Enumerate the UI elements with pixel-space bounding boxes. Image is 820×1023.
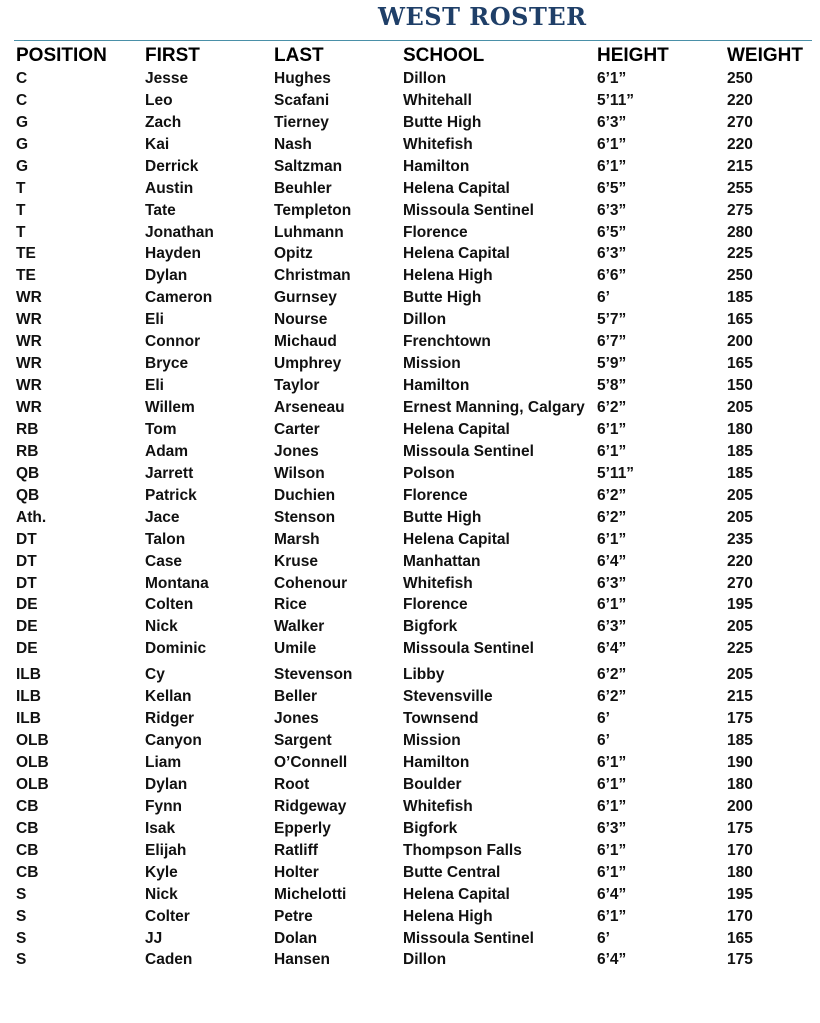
table-row (16, 441, 807, 463)
cell-position: G (16, 135, 29, 153)
cell-last: Walker (274, 618, 325, 636)
cell-last: Petre (274, 907, 313, 925)
cell-position: WR (16, 311, 42, 329)
cell-last: Michaud (274, 333, 337, 351)
cell-last: Nourse (274, 311, 328, 329)
cell-school: Helena Capital (403, 179, 510, 197)
table-row (16, 906, 807, 928)
column-header-height: HEIGHT (597, 45, 669, 66)
roster-table (16, 44, 807, 971)
cell-weight: 180 (727, 775, 753, 793)
cell-weight: 275 (727, 201, 753, 219)
cell-school: Missoula Sentinel (403, 201, 534, 219)
header-row (16, 44, 807, 68)
cell-weight: 215 (727, 157, 753, 175)
cell-school: Libby (403, 666, 445, 684)
cell-weight: 170 (727, 907, 753, 925)
cell-first: Canyon (145, 732, 202, 750)
cell-first: Dylan (145, 267, 188, 285)
cell-height: 6’ (597, 732, 610, 750)
cell-last: Umile (274, 640, 317, 658)
cell-position: G (16, 157, 29, 175)
cell-school: Manhattan (403, 552, 481, 570)
column-header-last: LAST (274, 45, 324, 66)
cell-first: Dylan (145, 775, 188, 793)
cell-school: Dillon (403, 951, 447, 969)
cell-position: OLB (16, 754, 49, 772)
table-row (16, 397, 807, 419)
cell-school: Whitehall (403, 91, 472, 109)
table-row (16, 774, 807, 796)
cell-first: Jace (145, 508, 180, 526)
cell-height: 6’5” (597, 179, 627, 197)
cell-school: Dillon (403, 69, 447, 87)
cell-weight: 195 (727, 885, 753, 903)
cell-position: ILB (16, 666, 41, 684)
cell-position: S (16, 951, 27, 969)
table-row (16, 708, 807, 730)
cell-weight: 165 (727, 311, 753, 329)
cell-height: 6’1” (597, 797, 627, 815)
roster-body (16, 68, 807, 971)
table-row (16, 353, 807, 375)
cell-school: Butte Central (403, 863, 501, 881)
table-row (16, 222, 807, 244)
cell-weight: 165 (727, 929, 753, 947)
cell-position: Ath. (16, 508, 47, 526)
cell-school: Helena Capital (403, 420, 510, 438)
cell-first: Tate (145, 201, 176, 219)
cell-last: O’Connell (274, 754, 348, 772)
cell-first: Nick (145, 618, 178, 636)
cell-position: T (16, 223, 26, 241)
cell-school: Helena High (403, 267, 493, 285)
cell-position: DT (16, 530, 37, 548)
cell-last: Rice (274, 596, 307, 614)
cell-weight: 220 (727, 552, 753, 570)
table-row (16, 265, 807, 287)
cell-position: CB (16, 797, 39, 815)
cell-last: Dolan (274, 929, 318, 947)
cell-height: 6’1” (597, 863, 627, 881)
table-row (16, 529, 807, 551)
table-row (16, 818, 807, 840)
cell-last: Duchien (274, 486, 336, 504)
cell-height: 6’3” (597, 574, 627, 592)
table-row (16, 796, 807, 818)
cell-height: 5’9” (597, 355, 627, 373)
cell-first: Patrick (145, 486, 197, 504)
cell-last: Hansen (274, 951, 330, 969)
cell-position: WR (16, 333, 42, 351)
cell-school: Mission (403, 355, 461, 373)
cell-position: C (16, 69, 28, 87)
table-row (16, 309, 807, 331)
cell-last: Marsh (274, 530, 320, 548)
cell-height: 6’1” (597, 135, 627, 153)
cell-first: Leo (145, 91, 173, 109)
cell-position: DT (16, 552, 37, 570)
cell-weight: 180 (727, 863, 753, 881)
table-row (16, 638, 807, 660)
cell-position: S (16, 907, 27, 925)
cell-height: 6’2” (597, 508, 627, 526)
cell-weight: 195 (727, 596, 753, 614)
cell-height: 6’3” (597, 819, 627, 837)
cell-height: 6’2” (597, 486, 627, 504)
cell-first: Hayden (145, 245, 201, 263)
cell-school: Whitefish (403, 797, 473, 815)
table-row (16, 375, 807, 397)
cell-first: Colter (145, 907, 190, 925)
cell-first: Ridger (145, 710, 195, 728)
cell-school: Polson (403, 464, 455, 482)
cell-last: Saltzman (274, 157, 343, 175)
cell-position: T (16, 201, 26, 219)
cell-position: DE (16, 640, 38, 658)
cell-last: Stevenson (274, 666, 353, 684)
cell-first: Austin (145, 179, 194, 197)
table-row (16, 331, 807, 353)
cell-school: Florence (403, 596, 468, 614)
cell-first: Caden (145, 951, 193, 969)
cell-height: 6’3” (597, 618, 627, 636)
cell-height: 6’ (597, 710, 610, 728)
cell-first: Connor (145, 333, 201, 351)
cell-height: 6’ (597, 929, 610, 947)
cell-last: Cohenour (274, 574, 348, 592)
cell-last: Sargent (274, 732, 332, 750)
table-row (16, 419, 807, 441)
table-row (16, 595, 807, 617)
cell-first: Eli (145, 377, 164, 395)
cell-weight: 220 (727, 91, 753, 109)
cell-weight: 255 (727, 179, 753, 197)
cell-position: DT (16, 574, 37, 592)
cell-weight: 200 (727, 333, 753, 351)
cell-last: Taylor (274, 377, 320, 395)
cell-height: 6’3” (597, 113, 627, 131)
cell-height: 6’1” (597, 420, 627, 438)
table-row (16, 244, 807, 266)
table-row (16, 68, 807, 90)
cell-school: Hamilton (403, 754, 470, 772)
cell-school: Bigfork (403, 819, 458, 837)
cell-weight: 180 (727, 420, 753, 438)
cell-height: 6’1” (597, 157, 627, 175)
cell-first: Willem (145, 399, 195, 417)
table-row (16, 507, 807, 529)
cell-school: Missoula Sentinel (403, 929, 534, 947)
cell-weight: 235 (727, 530, 753, 548)
cell-weight: 270 (727, 574, 753, 592)
cell-position: WR (16, 377, 42, 395)
cell-position: CB (16, 819, 39, 837)
table-row (16, 840, 807, 862)
cell-height: 6’4” (597, 552, 627, 570)
cell-weight: 250 (727, 69, 753, 87)
cell-position: ILB (16, 710, 41, 728)
cell-first: Bryce (145, 355, 189, 373)
cell-last: Jones (274, 442, 319, 460)
cell-weight: 205 (727, 486, 753, 504)
table-row (16, 862, 807, 884)
cell-height: 5’8” (597, 377, 627, 395)
cell-last: Wilson (274, 464, 325, 482)
table-row (16, 485, 807, 507)
cell-height: 6’1” (597, 596, 627, 614)
cell-position: QB (16, 486, 40, 504)
cell-first: Jesse (145, 69, 189, 87)
cell-height: 6’3” (597, 201, 627, 219)
table-row (16, 287, 807, 309)
cell-school: Dillon (403, 311, 447, 329)
cell-last: Jones (274, 710, 319, 728)
cell-school: Thompson Falls (403, 841, 522, 859)
cell-weight: 185 (727, 464, 753, 482)
cell-school: Frenchtown (403, 333, 491, 351)
cell-last: Scafani (274, 91, 330, 109)
table-row (16, 200, 807, 222)
cell-position: WR (16, 399, 42, 417)
cell-last: Kruse (274, 552, 318, 570)
cell-height: 5’7” (597, 311, 627, 329)
cell-last: Umphrey (274, 355, 342, 373)
cell-weight: 205 (727, 666, 753, 684)
cell-weight: 190 (727, 754, 753, 772)
table-row (16, 178, 807, 200)
cell-school: Florence (403, 223, 468, 241)
cell-position: CB (16, 863, 39, 881)
cell-position: ILB (16, 688, 41, 706)
cell-weight: 215 (727, 688, 753, 706)
cell-first: Liam (145, 754, 182, 772)
cell-last: Stenson (274, 508, 336, 526)
cell-position: CB (16, 841, 39, 859)
table-row (16, 686, 807, 708)
cell-weight: 250 (727, 267, 753, 285)
table-row (16, 463, 807, 485)
cell-first: Eli (145, 311, 164, 329)
cell-first: Jonathan (145, 223, 214, 241)
cell-first: Adam (145, 442, 189, 460)
cell-height: 6’4” (597, 885, 627, 903)
cell-position: DE (16, 618, 38, 636)
table-row (16, 112, 807, 134)
cell-first: Nick (145, 885, 178, 903)
cell-school: Whitefish (403, 135, 473, 153)
column-header-school: SCHOOL (403, 45, 485, 66)
cell-position: RB (16, 442, 39, 460)
cell-school: Whitefish (403, 574, 473, 592)
cell-weight: 200 (727, 797, 753, 815)
cell-last: Christman (274, 267, 351, 285)
table-row (16, 884, 807, 906)
cell-position: T (16, 179, 26, 197)
cell-height: 6’ (597, 289, 610, 307)
cell-school: Townsend (403, 710, 479, 728)
cell-last: Holter (274, 863, 319, 881)
cell-weight: 185 (727, 732, 753, 750)
table-row (16, 573, 807, 595)
cell-last: Michelotti (274, 885, 347, 903)
table-row (16, 928, 807, 950)
cell-height: 6’1” (597, 754, 627, 772)
cell-school: Helena Capital (403, 245, 510, 263)
cell-position: DE (16, 596, 38, 614)
title-divider (14, 40, 812, 41)
cell-weight: 280 (727, 223, 753, 241)
cell-school: Missoula Sentinel (403, 640, 534, 658)
cell-school: Missoula Sentinel (403, 442, 534, 460)
cell-last: Ridgeway (274, 797, 347, 815)
cell-school: Butte High (403, 508, 482, 526)
roster-header (16, 44, 807, 68)
table-row (16, 950, 807, 972)
cell-school: Hamilton (403, 377, 470, 395)
cell-weight: 205 (727, 399, 753, 417)
cell-first: Tom (145, 420, 177, 438)
cell-first: Colten (145, 596, 194, 614)
cell-position: OLB (16, 732, 49, 750)
cell-first: Dominic (145, 640, 207, 658)
cell-position: G (16, 113, 29, 131)
cell-first: Talon (145, 530, 186, 548)
cell-position: S (16, 885, 27, 903)
cell-height: 6’2” (597, 399, 627, 417)
cell-weight: 225 (727, 245, 753, 263)
cell-height: 6’2” (597, 666, 627, 684)
cell-first: Kellan (145, 688, 192, 706)
cell-school: Stevensville (403, 688, 493, 706)
cell-first: Case (145, 552, 183, 570)
cell-height: 6’2” (597, 688, 627, 706)
cell-last: Arseneau (274, 399, 345, 417)
column-header-position: POSITION (16, 45, 107, 66)
cell-last: Root (274, 775, 310, 793)
cell-school: Ernest Manning, Calgary (403, 399, 585, 417)
cell-position: RB (16, 420, 39, 438)
cell-school: Mission (403, 732, 461, 750)
cell-weight: 225 (727, 640, 753, 658)
cell-last: Epperly (274, 819, 331, 837)
cell-last: Hughes (274, 69, 331, 87)
table-row (16, 551, 807, 573)
cell-first: JJ (145, 929, 163, 947)
page-title: WEST ROSTER (378, 2, 587, 31)
cell-school: Hamilton (403, 157, 470, 175)
cell-last: Ratliff (274, 841, 318, 859)
cell-weight: 175 (727, 710, 753, 728)
table-row (16, 90, 807, 112)
cell-last: Carter (274, 420, 320, 438)
cell-height: 6’4” (597, 951, 627, 969)
cell-height: 6’1” (597, 530, 627, 548)
cell-position: WR (16, 355, 42, 373)
cell-weight: 185 (727, 442, 753, 460)
column-header-weight: WEIGHT (727, 45, 803, 66)
cell-school: Helena Capital (403, 885, 510, 903)
cell-height: 6’3” (597, 245, 627, 263)
cell-weight: 165 (727, 355, 753, 373)
cell-position: TE (16, 245, 36, 263)
cell-weight: 220 (727, 135, 753, 153)
table-row (16, 156, 807, 178)
cell-first: Montana (145, 574, 209, 592)
cell-position: QB (16, 464, 40, 482)
cell-last: Nash (274, 135, 312, 153)
column-header-first: FIRST (145, 45, 200, 66)
cell-height: 5’11” (597, 464, 635, 482)
cell-school: Helena High (403, 907, 493, 925)
table-row (16, 616, 807, 638)
cell-school: Florence (403, 486, 468, 504)
cell-first: Isak (145, 819, 176, 837)
cell-weight: 185 (727, 289, 753, 307)
cell-height: 6’6” (597, 267, 627, 285)
cell-height: 6’1” (597, 841, 627, 859)
cell-last: Luhmann (274, 223, 344, 241)
cell-first: Kyle (145, 863, 178, 881)
cell-height: 6’7” (597, 333, 627, 351)
table-row (16, 660, 807, 686)
cell-first: Elijah (145, 841, 187, 859)
cell-weight: 175 (727, 951, 753, 969)
cell-first: Cy (145, 666, 165, 684)
cell-position: WR (16, 289, 42, 307)
cell-weight: 205 (727, 508, 753, 526)
cell-position: S (16, 929, 27, 947)
cell-school: Butte High (403, 113, 482, 131)
cell-position: TE (16, 267, 36, 285)
cell-last: Beller (274, 688, 318, 706)
cell-position: C (16, 91, 28, 109)
cell-school: Helena Capital (403, 530, 510, 548)
table-row (16, 730, 807, 752)
cell-last: Opitz (274, 245, 313, 263)
cell-last: Tierney (274, 113, 329, 131)
table-row (16, 752, 807, 774)
cell-weight: 205 (727, 618, 753, 636)
cell-last: Gurnsey (274, 289, 337, 307)
cell-height: 6’5” (597, 223, 627, 241)
cell-last: Templeton (274, 201, 352, 219)
cell-height: 6’1” (597, 907, 627, 925)
cell-position: OLB (16, 775, 49, 793)
cell-school: Butte High (403, 289, 482, 307)
cell-school: Boulder (403, 775, 462, 793)
cell-weight: 175 (727, 819, 753, 837)
cell-height: 6’1” (597, 775, 627, 793)
cell-first: Derrick (145, 157, 199, 175)
cell-first: Kai (145, 135, 170, 153)
cell-height: 5’11” (597, 91, 635, 109)
cell-weight: 270 (727, 113, 753, 131)
cell-weight: 170 (727, 841, 753, 859)
cell-first: Jarrett (145, 464, 194, 482)
cell-last: Beuhler (274, 179, 332, 197)
cell-school: Bigfork (403, 618, 458, 636)
cell-first: Fynn (145, 797, 183, 815)
cell-first: Cameron (145, 289, 213, 307)
cell-height: 6’1” (597, 442, 627, 460)
cell-height: 6’1” (597, 69, 627, 87)
cell-first: Zach (145, 113, 182, 131)
table-row (16, 134, 807, 156)
cell-weight: 150 (727, 377, 753, 395)
cell-height: 6’4” (597, 640, 627, 658)
